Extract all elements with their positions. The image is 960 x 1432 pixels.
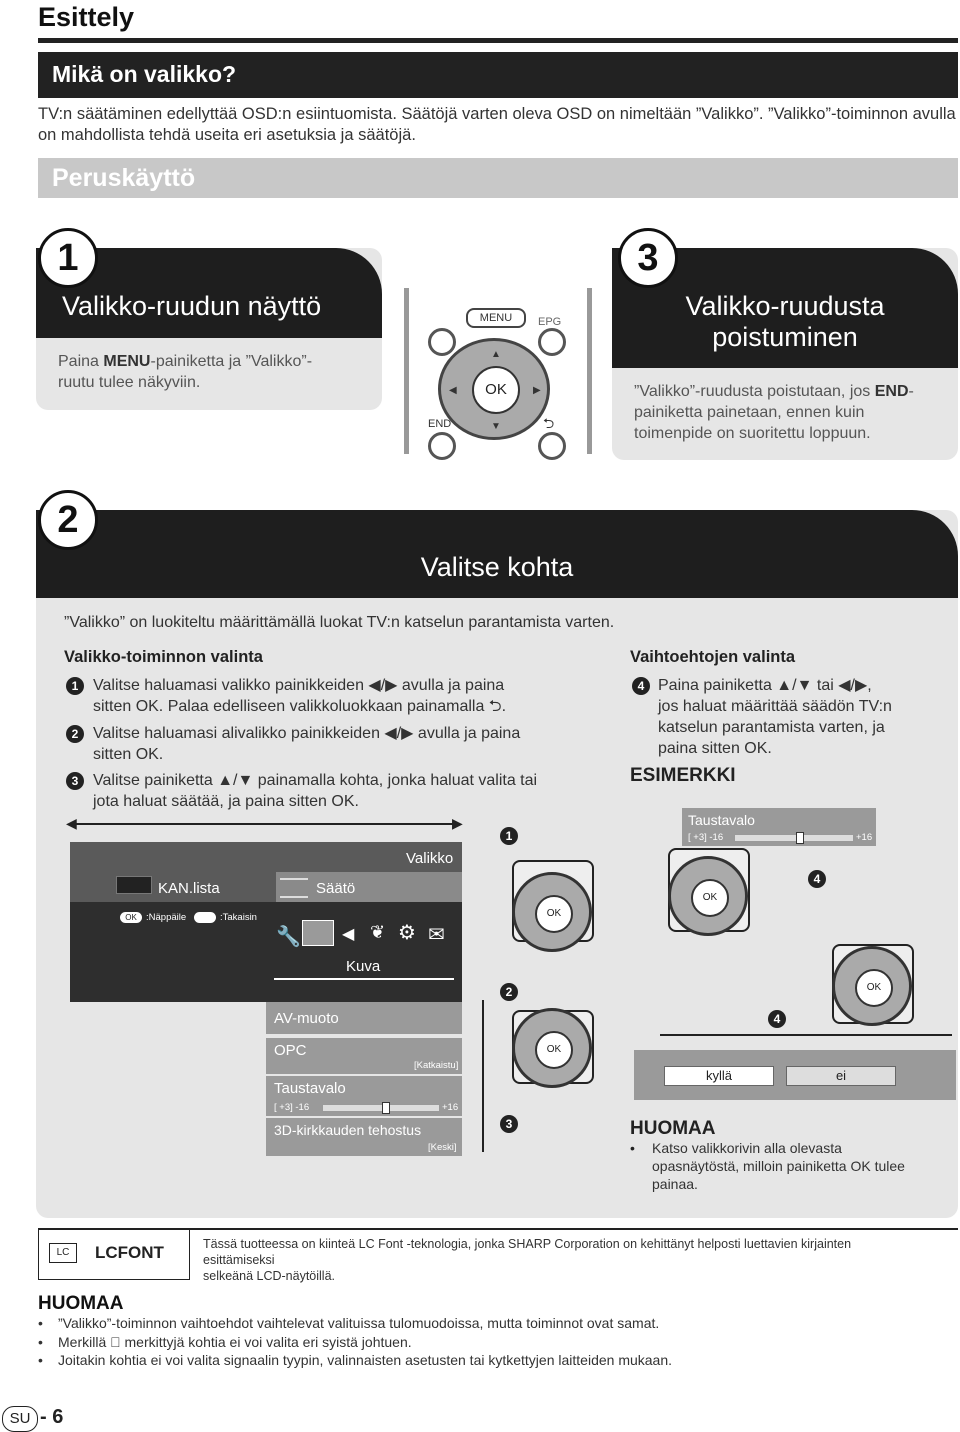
envelope-icon[interactable]: ✉ xyxy=(428,924,445,946)
remote-return-icon: ⮌ xyxy=(543,415,555,431)
note-line1: Katso valikkorivin alla olevasta xyxy=(652,1140,842,1156)
range-arrow-right-icon: ▶ xyxy=(452,815,463,831)
footer-bullet-2: • Merkillä ⃠ merkittyjä kohtia ei voi valita eri syistä johtuen. xyxy=(38,1334,412,1350)
lcfont-box xyxy=(38,1228,190,1280)
speaker-icon[interactable]: ◀ xyxy=(342,926,355,943)
intro-text: TV:n säätäminen edellyttää OSD:n esiintuomista. Säätöjä varten oleva OSD on nimeltään ”Valikko”. ”Valikko”-toiminnon avulla on mahdollista tehdä useita eri asetuksia ja säätöjä. xyxy=(38,105,956,144)
step2-intro: ”Valikko” on luokiteltu määrittämällä luokat TV:n katselun parantamista varten. xyxy=(64,614,615,631)
step2-title: Valitse kohta xyxy=(420,552,574,582)
callout-4b: 4 xyxy=(768,1010,786,1028)
item4-line4: paina sitten OK. xyxy=(658,740,772,757)
dpad-up-icon: ▲ xyxy=(491,349,501,360)
section-title: Mikä on valikko? xyxy=(52,61,237,87)
remote-end-button[interactable] xyxy=(428,432,456,460)
dpad-4[interactable]: OK xyxy=(832,946,912,1026)
picture-icon[interactable] xyxy=(302,920,334,946)
leaf-icon[interactable]: ❦ xyxy=(370,922,386,942)
item4-line3: katselun parantamista varten, ja xyxy=(658,719,885,736)
dpad-3[interactable]: OK xyxy=(668,856,748,936)
example-slider[interactable] xyxy=(734,834,854,842)
remote-menu-button[interactable]: MENU xyxy=(466,308,526,328)
example-slider-box xyxy=(682,808,876,846)
item3-line2: jota haluat säätää, ja paina sitten OK. xyxy=(93,793,359,810)
item2-number: 2 xyxy=(66,725,84,743)
item4-line2: jos haluat määrittää säädön TV:n xyxy=(658,698,892,715)
dpad-2[interactable]: OK xyxy=(512,1008,592,1088)
page-number: - 6 xyxy=(40,1406,64,1428)
example-title: Taustavalo xyxy=(688,812,755,828)
item4-line1: Paina painiketta ▲/▼ tai ◀/▶, xyxy=(658,677,872,694)
step3-title-line2: poistuminen xyxy=(712,322,858,352)
lc-logo-icon: LC xyxy=(49,1243,77,1263)
osd-kuva: Kuva xyxy=(346,958,381,975)
osd-nappaile: :Näppäile xyxy=(146,912,187,923)
example-knob[interactable] xyxy=(796,832,804,844)
item1-line2: sitten OK. Palaa edelliseen valikkoluokkaan painamalla ⮌. xyxy=(93,698,507,715)
remote-epg-label: EPG xyxy=(538,316,562,328)
step1-number: 1 xyxy=(38,228,98,288)
remote-ok-button[interactable]: OK xyxy=(472,366,520,414)
title-rule xyxy=(38,38,958,43)
basic-bar xyxy=(38,158,958,198)
remote-end-label: END xyxy=(428,418,452,430)
page-title: Esittely xyxy=(38,2,135,32)
step3-text: ”Valikko”-ruudusta poistutaan, jos END-painiketta painetaan, ennen kuin toimenpide on suoritettu loppuun. xyxy=(634,383,914,442)
osd-saato: Säätö xyxy=(316,880,356,897)
remote-return-button[interactable] xyxy=(538,432,566,460)
lcfont-text: Tässä tuotteessa on kiinteä LC Font -teknologia, jonka SHARP Corporation on kehittänyt helposti luettavien kirjainten esittämiseksi selkeänä LCD-näytöillä. xyxy=(203,1237,852,1283)
page-badge: SU xyxy=(2,1406,38,1432)
callout-3: 3 xyxy=(500,1115,518,1133)
item1-line1: Valitse haluamasi valikko painikkeiden ◀/▶ avulla ja paina xyxy=(93,677,505,694)
osd-help-bar xyxy=(70,902,462,1002)
lcfont-label: LCFONT xyxy=(95,1243,164,1262)
callout-2: 2 xyxy=(500,983,518,1001)
step2-number: 2 xyxy=(38,490,98,550)
item4-number: 4 xyxy=(632,677,650,695)
choice-yes[interactable]: kyllä xyxy=(664,1066,774,1086)
dpad-1[interactable]: OK xyxy=(512,872,592,952)
example-left: [ +3] -16 xyxy=(688,832,724,843)
osd-slider-knob[interactable] xyxy=(382,1102,390,1114)
footer-heading: HUOMAA xyxy=(38,1293,124,1314)
settings-sliders-icon xyxy=(280,878,308,898)
note-bullet: • xyxy=(630,1140,635,1156)
item2-line1: Valitse haluamasi alivalikko painikkeiden ◀/▶ avulla ja paina xyxy=(93,725,521,742)
submenu-vertical-arrow xyxy=(482,1000,484,1152)
osd-item-backlight[interactable]: Taustavalo [ +3] -16 +16 xyxy=(266,1076,462,1116)
step3-number: 3 xyxy=(618,228,678,288)
footer-bullet-3: • Joitakin kohtia ei voi valita signaalin tyypin, valinnaisten asetusten tai kytkettyjen laitteiden mukaan. xyxy=(38,1352,672,1368)
osd-slider[interactable] xyxy=(322,1104,440,1112)
right-heading: Vaihtoehtojen valinta xyxy=(630,648,796,666)
remote-top-left-button[interactable] xyxy=(428,328,456,356)
note-line3: painaa. xyxy=(652,1176,698,1192)
basic-title: Peruskäyttö xyxy=(52,164,196,192)
step1-title: Valikko-ruudun näyttö xyxy=(62,291,322,321)
dpad-left-icon: ◀ xyxy=(449,385,457,396)
step3-title-line1: Valikko-ruudusta xyxy=(685,291,885,321)
wrench-icon[interactable]: 🔧 xyxy=(276,926,301,948)
step1-text: Paina MENU-painiketta ja ”Valikko”-ruutu tulee näkyviin. xyxy=(58,353,313,391)
osd-takaisin: :Takaisin xyxy=(220,912,257,923)
item2-line2: sitten OK. xyxy=(93,746,164,763)
remote-epg-button[interactable] xyxy=(538,328,566,356)
ok-key-icon: OK xyxy=(120,912,142,923)
section-bar xyxy=(38,52,958,98)
osd-item-3d[interactable]: 3D-kirkkauden tehostus [Keski] xyxy=(266,1118,462,1156)
callout-1: 1 xyxy=(500,827,518,845)
return-key-icon xyxy=(194,912,216,923)
range-arrow xyxy=(72,823,460,825)
gear-icon[interactable]: ⚙ xyxy=(398,922,416,944)
example-heading: ESIMERKKI xyxy=(630,765,736,786)
choice-arrow xyxy=(660,1034,952,1036)
item3-number: 3 xyxy=(66,772,84,790)
osd-top xyxy=(70,842,462,902)
osd-item-opc[interactable]: OPC [Katkaistu] xyxy=(266,1038,462,1074)
osd-kanlista[interactable]: KAN.lista xyxy=(158,880,220,897)
choice-box xyxy=(634,1050,956,1100)
left-heading: Valikko-toiminnon valinta xyxy=(64,648,263,666)
osd-saato-tab[interactable] xyxy=(276,872,462,902)
example-right: +16 xyxy=(856,832,873,843)
item3-line1: Valitse painiketta ▲/▼ painamalla kohta, jonka haluat valita tai xyxy=(93,772,538,789)
note-heading: HUOMAA xyxy=(630,1118,716,1139)
tv-icon xyxy=(116,876,152,894)
note-line2: opasnäytöstä, milloin painiketta OK tulee xyxy=(652,1158,905,1174)
item1-number: 1 xyxy=(66,677,84,695)
osd-item-av[interactable]: AV-muoto xyxy=(266,1002,462,1034)
range-arrow-left-icon: ◀ xyxy=(66,815,77,831)
osd-valikko: Valikko xyxy=(406,850,454,867)
footer-bullet-1: • ”Valikko”-toiminnon vaihtoehdot vaihtelevat valituissa tulomuodoissa, mutta toiminnot ovat samat. xyxy=(38,1315,659,1331)
choice-no[interactable]: ei xyxy=(786,1066,896,1086)
dpad-down-icon: ▼ xyxy=(491,421,501,432)
submenu-arrow xyxy=(274,978,454,980)
callout-4a: 4 xyxy=(808,870,826,888)
dpad-right-icon: ▶ xyxy=(533,385,541,396)
